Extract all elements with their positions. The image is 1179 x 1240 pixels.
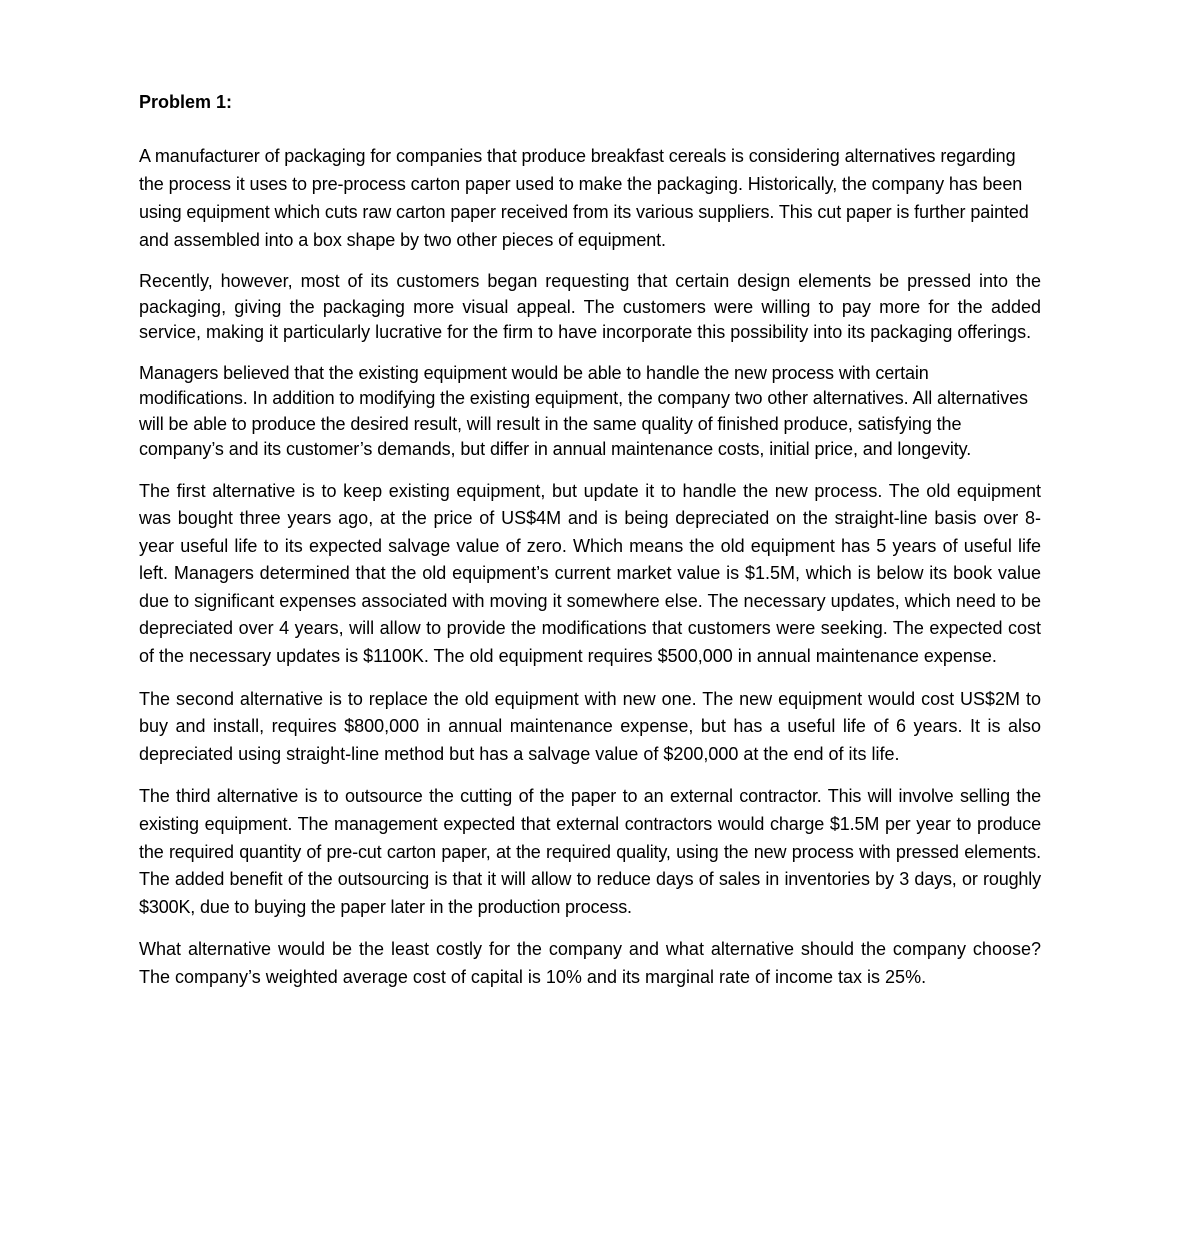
paragraph-intro: A manufacturer of packaging for companies that produce breakfast cereals is considering alternatives regarding the process it uses to pre-process carton paper used to make the packaging. Historically, the company has been using equipment which cuts raw carton paper received from its various suppliers. This cut paper is further painted and assembled into a box shape by two other pieces of equipment. [139, 146, 1029, 250]
problem-heading: Problem 1: [139, 92, 233, 112]
paragraph-alternatives-overview: Managers believed that the existing equipment would be able to handle the new process with certain modifications. In addition to modifying the existing equipment, the company two other alternatives. All alternatives will be able to produce the desired result, will result in the same quality of finished produce, satisfying the company’s and its customer’s demands, but differ in annual maintenance costs, initial price, and longevity. [139, 362, 1028, 459]
paragraph-second-alternative: The second alternative is to replace the old equipment with new one. The new equipment would cost US$2M to buy and install, requires $800,000 in annual maintenance expense, but has a useful life of 6 years. It is also depreciated using straight-line method but has a salvage value of $200,000 at the end of its life. [139, 688, 1041, 764]
paragraph-first-alternative: The first alternative is to keep existing equipment, but update it to handle the new process. The old equipment was bought three years ago, at the price of US$4M and is being depreciated on the straight-line basis over 8-year useful life to its expected salvage value of zero. Which means the old equipment has 5 years of useful life left. Managers determined that the old equipment’s current market value is $1.5M, which is below its book value due to significant expenses associated with moving it somewhere else. The necessary updates, which need to be depreciated over 4 years, will allow to provide the modifications that customers were seeking. The expected cost of the necessary updates is $1100K. The old equipment requires $500,000 in annual maintenance expense. [139, 480, 1041, 667]
paragraph-question: What alternative would be the least costly for the company and what alternative should the company choose? The company’s weighted average cost of capital is 10% and its marginal rate of income tax is 25%. [139, 939, 1041, 987]
paragraph-third-alternative: The third alternative is to outsource the cutting of the paper to an external contractor. This will involve selling the existing equipment. The management expected that external contractors would charge $1.5M per year to produce the required quantity of pre-cut carton paper, at the required quality, using the new process with pressed elements. The added benefit of the outsourcing is that it will allow to reduce days of sales in inventories by 3 days, or roughly $300K, due to buying the paper later in the production process. [139, 786, 1041, 917]
document-body [139, 88, 1041, 1007]
paragraph-customer-request: Recently, however, most of its customers began requesting that certain design elements be pressed into the packaging, giving the packaging more visual appeal. The customers were willing to pay more for the added service, making it particularly lucrative for the firm to have incorporate this possibility into its packaging offerings. [139, 271, 1041, 342]
